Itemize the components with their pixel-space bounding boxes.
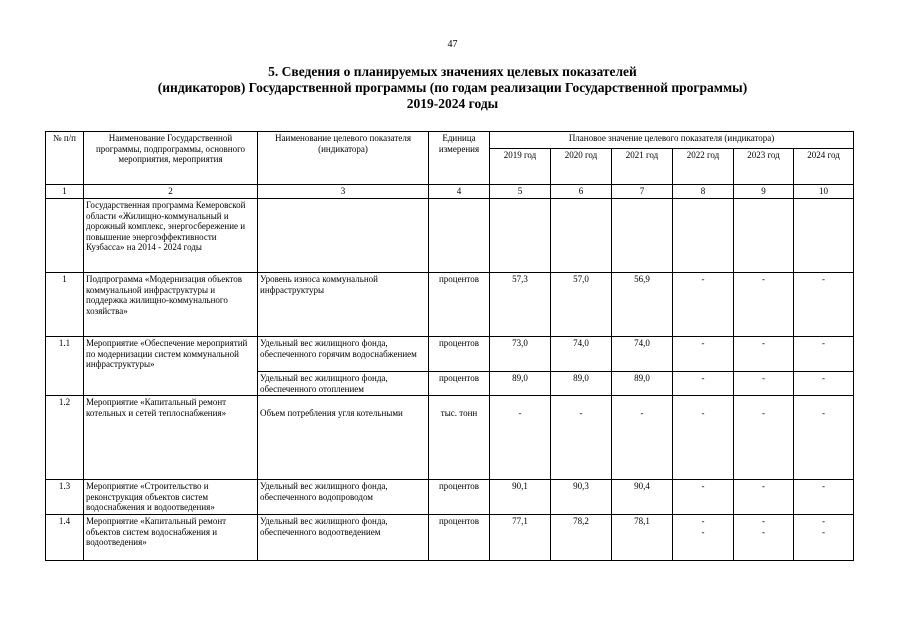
cell-name: Подпрограмма «Модернизация объектов коммунальной инфраструктуры и поддержка жилищно-коммунального хозяйства»: [84, 273, 258, 337]
cell-value-2022: -: [673, 273, 734, 337]
cell-empty: [612, 199, 673, 273]
cell-value-2022: -: [673, 480, 734, 515]
cell-value-2023: [734, 514, 794, 560]
cell-value-2022: -: [673, 372, 734, 396]
cell-value-2021: 89,0: [612, 372, 673, 396]
cell-value-2019: 57,3: [490, 273, 551, 337]
cell-unit: процентов: [429, 337, 490, 372]
cell-unit: процентов: [429, 514, 490, 560]
header-year-2022: 2022 год: [673, 149, 734, 185]
header-plan: Плановое значение целевого показателя (индикатора): [490, 132, 854, 149]
indicators-table: [45, 131, 854, 561]
cell-value-2022: -: [673, 337, 734, 372]
header-year-2024: 2024 год: [794, 149, 854, 185]
cell-value-2020: 90,3: [551, 480, 612, 515]
cell-value-2021: 90,4: [612, 480, 673, 515]
header-year-2021: 2021 год: [612, 149, 673, 185]
cell-value-2024: -: [794, 273, 854, 337]
table-row-1-4: [46, 514, 854, 560]
table-row-1-3: [46, 480, 854, 515]
column-number: 6: [551, 185, 612, 199]
cell-value-2024: [794, 514, 854, 560]
cell-indicator: Уровень износа коммунальной инфраструктуры: [258, 273, 429, 337]
column-number: 4: [429, 185, 490, 199]
cell-value-2020: 78,2: [551, 514, 612, 560]
cell-value-2019: 73,0: [490, 337, 551, 372]
value-dash-extra: -: [701, 526, 705, 537]
column-number: 5: [490, 185, 551, 199]
cell-unit: процентов: [429, 273, 490, 337]
cell-num: 1.2: [46, 396, 84, 480]
header-name: Наименование Государственной программы, подпрограммы, основного мероприятия, мероприятия: [84, 132, 258, 185]
cell-num: [46, 199, 84, 273]
cell-value-2022: [673, 514, 734, 560]
cell-indicator: Удельный вес жилищного фонда, обеспеченного водоотведением: [258, 514, 429, 560]
header-year-2023: 2023 год: [734, 149, 794, 185]
cell-unit: процентов: [429, 372, 490, 396]
table-row-1-2: [46, 396, 854, 480]
cell-value-2023: -: [734, 337, 794, 372]
cell-value-2022: -: [673, 396, 734, 480]
cell-unit: тыс. тонн: [429, 396, 490, 480]
column-number: 10: [794, 185, 854, 199]
cell-name: Мероприятие «Строительство и реконструкция объектов систем водоснабжения и водоотведения»: [84, 480, 258, 515]
cell-value-2023: -: [734, 396, 794, 480]
cell-value-2024: -: [794, 372, 854, 396]
column-number: 7: [612, 185, 673, 199]
cell-value-2019: 89,0: [490, 372, 551, 396]
cell-empty: [258, 199, 429, 273]
value-dash-extra: -: [762, 526, 765, 537]
table-row-program: [46, 199, 854, 273]
cell-value-2024: -: [794, 337, 854, 372]
title-line-1: 5. Сведения о планируемых значениях целевых показателей: [268, 64, 637, 79]
cell-value-2019: 90,1: [490, 480, 551, 515]
cell-value-2023: -: [734, 480, 794, 515]
page-number: 47: [447, 39, 458, 50]
title-line-2: (индикаторов) Государственной программы (по годам реализации Государственной программы): [157, 80, 748, 95]
header-year-2020: 2020 год: [551, 149, 612, 185]
cell-value-2020: 57,0: [551, 273, 612, 337]
cell-value-2021: 78,1: [612, 514, 673, 560]
cell-name: Мероприятие «Капитальный ремонт объектов систем водоснабжения и водоотведения»: [84, 514, 258, 560]
cell-name: Мероприятие «Обеспечение мероприятий по модернизации систем коммунальной инфраструктуры»: [84, 337, 258, 396]
program-name: Государственная программа Кемеровской области «Жилищно-коммунальный и дорожный комплекс, энергосбережение и повышение энергоэффективности Кузбасса» на 2014 - 2024 годы: [84, 199, 258, 273]
cell-value-2021: -: [612, 396, 673, 480]
header-row: [46, 132, 854, 149]
column-number: 9: [734, 185, 794, 199]
column-number: 1: [46, 185, 84, 199]
cell-value-2020: -: [551, 396, 612, 480]
table-row-1-1-a: [46, 337, 854, 372]
cell-indicator: Объем потребления угля котельными: [258, 396, 429, 480]
cell-name: Мероприятие «Капитальный ремонт котельных и сетей теплоснабжения»: [84, 396, 258, 480]
cell-num: 1.3: [46, 480, 84, 515]
cell-num: 1.1: [46, 337, 84, 396]
cell-value-2023: -: [734, 273, 794, 337]
cell-value-2020: 74,0: [551, 337, 612, 372]
cell-empty: [673, 199, 734, 273]
cell-value-2019: -: [490, 396, 551, 480]
cell-value-2023: -: [734, 372, 794, 396]
cell-empty: [551, 199, 612, 273]
document-title: [0, 64, 905, 112]
column-numbers-row: [46, 185, 854, 199]
cell-indicator: Удельный вес жилищного фонда, обеспеченного отоплением: [258, 372, 429, 396]
value-dash: -: [762, 515, 765, 526]
header-year-2019: 2019 год: [490, 149, 551, 185]
column-number: 2: [84, 185, 258, 199]
column-number: 3: [258, 185, 429, 199]
cell-value-2021: 56,9: [612, 273, 673, 337]
cell-unit: процентов: [429, 480, 490, 515]
cell-value-2024: -: [794, 480, 854, 515]
value-dash: -: [822, 515, 826, 526]
header-indicator: Наименование целевого показателя (индикатора): [258, 132, 429, 185]
cell-empty: [734, 199, 794, 273]
title-line-3: 2019-2024 годы: [406, 96, 499, 111]
cell-indicator: Удельный вес жилищного фонда, обеспеченного горячим водоснабжением: [258, 337, 429, 372]
cell-value-2020: 89,0: [551, 372, 612, 396]
value-dash-extra: -: [822, 526, 826, 537]
header-num: № п/п: [46, 132, 84, 185]
header-unit: Единица измерения: [429, 132, 490, 185]
cell-indicator: Удельный вес жилищного фонда, обеспеченного водопроводом: [258, 480, 429, 515]
table-row-1: [46, 273, 854, 337]
cell-empty: [794, 199, 854, 273]
cell-value-2021: 74,0: [612, 337, 673, 372]
cell-value-2024: -: [794, 396, 854, 480]
column-number: 8: [673, 185, 734, 199]
cell-num: 1: [46, 273, 84, 337]
cell-empty: [490, 199, 551, 273]
cell-empty: [429, 199, 490, 273]
value-dash: -: [701, 515, 705, 526]
cell-num: 1.4: [46, 514, 84, 560]
cell-value-2019: 77,1: [490, 514, 551, 560]
